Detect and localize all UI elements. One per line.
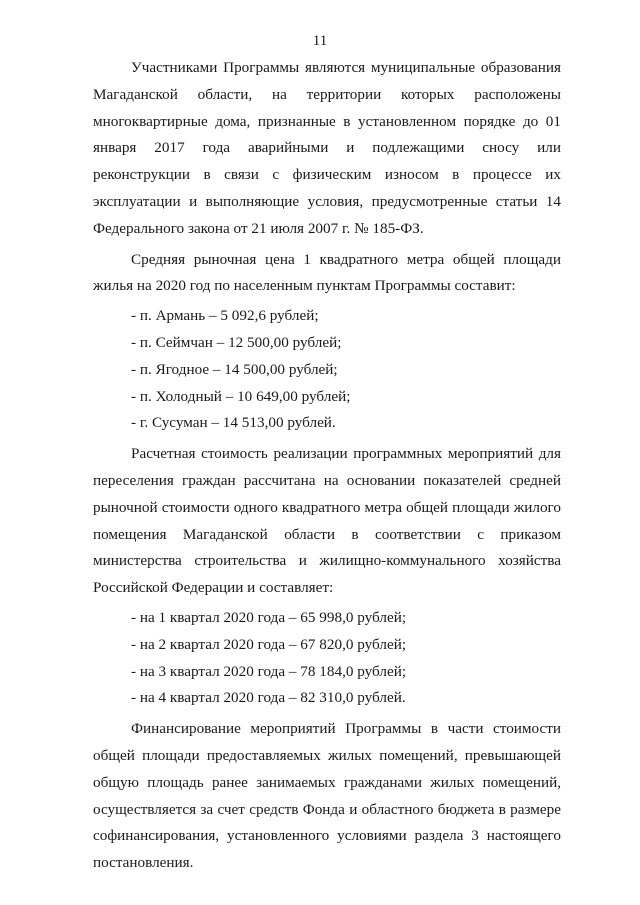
list-item: - на 3 квартал 2020 года – 78 184,0 рублей; [131, 662, 407, 680]
document-body [93, 55, 561, 877]
list-item: - на 1 квартал 2020 года – 65 998,0 рублей; [131, 608, 407, 626]
list-item: - на 2 квартал 2020 года – 67 820,0 рублей; [131, 635, 407, 653]
quarter-price-list [93, 605, 561, 712]
page-number: 11 [312, 33, 328, 49]
list-item: - п. Холодный – 10 649,00 рублей; [131, 387, 351, 405]
paragraph-participants: Участниками Программы являются муниципальные образования Магаданской области, на территории которых расположены многоквартирные дома, признанные в установленном порядке до 01 января 2017 года аварийными и подлежащими сносу или реконструкции в связи с физическим износом в процессе их эксплуатации и выполняющие условия, предусмотренные статьи 14 Федерального закона от 21 июля 2007 г. № 185-ФЗ. [93, 59, 561, 237]
paragraph-financing: Финансирование мероприятий Программы в части стоимости общей площади предоставляемых жилых помещений, превышающей общую площадь ранее занимаемых гражданами жилых помещений, осуществляется за счет средств Фонда и областного бюджета в размере софинансирования, установленного условиями раздела 3 настоящего постановления. [93, 720, 561, 872]
list-item: - г. Сусуман – 14 513,00 рублей. [131, 414, 336, 432]
list-item: - на 4 квартал 2020 года – 82 310,0 рублей. [131, 689, 406, 707]
list-item: - п. Ягодное – 14 500,00 рублей; [131, 360, 338, 378]
paragraph-estimated-cost: Расчетная стоимость реализации программных мероприятий для переселения граждан рассчитана на основании показателей средней рыночной стоимости одного квадратного метра общей площади жилого помещения Магаданской области в соответствии с приказом министерства строительства и жилищно-коммунального хозяйства Российской Федерации и составляет: [93, 445, 561, 597]
settlement-price-list [93, 303, 561, 437]
list-item: - п. Сеймчан – 12 500,00 рублей; [131, 333, 342, 351]
list-item: - п. Армань – 5 092,6 рублей; [131, 307, 319, 325]
paragraph-average-price: Средняя рыночная цена 1 квадратного метра общей площади жилья на 2020 год по населенным пунктам Программы составит: [93, 250, 561, 295]
